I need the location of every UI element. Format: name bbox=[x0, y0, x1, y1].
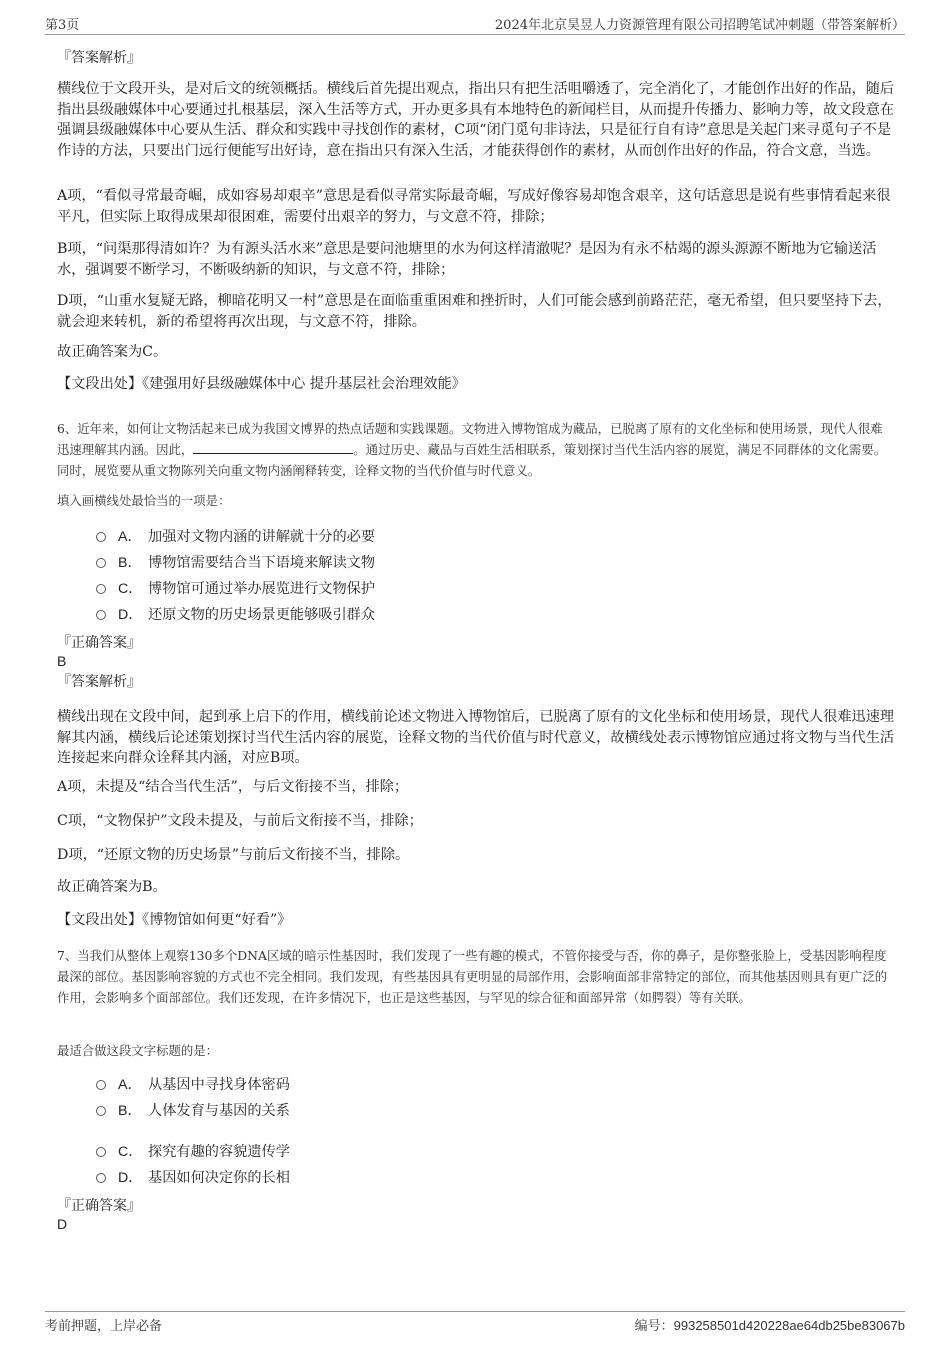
q7-option-c[interactable] bbox=[96, 1142, 290, 1162]
code-label: 编号： bbox=[634, 1319, 674, 1334]
radio-icon[interactable] bbox=[96, 1147, 106, 1157]
option-text: 加强对文物内涵的讲解就十分的必要 bbox=[148, 529, 376, 545]
q6-analysis-option-d: D项，“还原文物的历史场景”与前后文衔接不当，排除。 bbox=[57, 847, 410, 863]
radio-icon[interactable] bbox=[96, 610, 106, 620]
q6-answer-label: 『正确答案』 bbox=[57, 635, 141, 651]
q6-analysis-text: 横线出现在文段中间，起到承上启下的作用，横线前论述文物进入博物馆后，已脱离了原有的文化坐标和使用场景，现代人很难迅速理解其内涵，横线后论述策划探讨当代生活内容的展览，诠释文物的当代价值与时代意义，故横线处表示博物馆应通过将文物与当代生活连接起来向群众诠释其内涵，对应B项。 bbox=[57, 709, 895, 767]
option-key: B． bbox=[118, 1103, 142, 1119]
q7-prompt: 最适合做这段文字标题的是： bbox=[57, 1043, 219, 1058]
q5-analysis-option-d: D项，“山重水复疑无路，柳暗花明又一村”意思是在面临重重困难和挫折时，人们可能会感到前路茫茫，毫无希望，但只要坚持下去，就会迎来转机，新的希望将再次出现，与文意不符，排除。 bbox=[57, 293, 892, 330]
q7-option-d[interactable] bbox=[96, 1168, 290, 1188]
option-text: 从基因中寻找身体密码 bbox=[148, 1077, 290, 1093]
code-value: 993258501d420228ae64db25be83067b bbox=[673, 1318, 905, 1333]
q6-option-b[interactable] bbox=[96, 553, 375, 573]
q7-answer-label: 『正确答案』 bbox=[57, 1198, 141, 1214]
footer-slogan: 考前押题，上岸必备 bbox=[45, 1319, 163, 1334]
q6-option-c[interactable] bbox=[96, 579, 375, 599]
q6-stem-before: 6、近年来，如何让文物活起来已成为我国文博界的热点话题和实践课题。文物进入博物馆成为藏品，已脱离了原有的文化坐标和使用场景，现代人很难迅速理解其内涵。因此， bbox=[57, 421, 883, 457]
option-text: 还原文物的历史场景更能够吸引群众 bbox=[148, 607, 376, 623]
q6-option-d[interactable] bbox=[96, 605, 375, 625]
option-key: C． bbox=[118, 581, 143, 597]
option-text: 博物馆可通过举办展览进行文物保护 bbox=[148, 581, 376, 597]
q5-analysis-option-b: B项，“问渠那得清如许？为有源头活水来”意思是要问池塘里的水为何这样清澈呢？是因为有永不枯竭的源头源源不断地为它输送活水，强调要不断学习，不断吸纳新的知识，与文意不符，排除； bbox=[57, 241, 877, 278]
page-number: 第3页 bbox=[45, 18, 80, 33]
q6-analysis-option-a: A项，未提及“结合当代生活”，与后文衔接不当，排除； bbox=[57, 779, 409, 795]
q5-source: 【文段出处】《建强用好县级融媒体中心 提升基层社会治理效能》 bbox=[57, 376, 466, 392]
radio-icon[interactable] bbox=[96, 558, 106, 568]
radio-icon[interactable] bbox=[96, 1080, 106, 1090]
document-code bbox=[635, 1315, 905, 1334]
q7-option-a[interactable] bbox=[96, 1075, 290, 1095]
document-title: 2024年北京昊昱人力资源管理有限公司招聘笔试冲刺题（带答案解析） bbox=[494, 18, 905, 33]
option-key: B． bbox=[118, 555, 142, 571]
radio-icon[interactable] bbox=[96, 1173, 106, 1183]
q5-analysis-text: 横线位于文段开头，是对后文的统领概括。横线后首先提出观点，指出只有把生活咀嚼透了，完全消化了，才能创作出好的作品，随后指出县级融媒体中心要通过扎根基层，深入生活等方式，开办更多具有本地特色的新闻栏目，从而提升传播力、影响力等，故文段意在强调县级融媒体中心要从生活、群众和实践中寻找创作的素材，C项“闭门觅句非诗法，只是征行自有诗”意思是关起门来寻觅句子不是作诗的方法，只要出门远行便能写出好诗，意在指出只有深入生活，才能获得创作的素材，从而创作出好的作品，符合文意，当选。 bbox=[57, 81, 895, 159]
q6-stem-after: 。通过历史、藏品与百姓生活相联系，策划探讨当代生活内容的展览，满足不同群体的文化需要。同时，展览要从重文物陈列关向重文物内涵阐释转变，诠释文物的当代价值与时代意义。 bbox=[57, 441, 887, 478]
q6-prompt: 填入画横线处最恰当的一项是： bbox=[57, 493, 231, 508]
q6-stem bbox=[57, 419, 895, 481]
option-text: 人体发育与基因的关系 bbox=[148, 1103, 290, 1119]
radio-icon[interactable] bbox=[96, 532, 106, 542]
option-text: 博物馆需要结合当下语境来解读文物 bbox=[148, 555, 376, 571]
q6-blank-line bbox=[193, 441, 353, 454]
q7-stem: 7、当我们从整体上观察130多个DNA区域的暗示性基因时，我们发现了一些有趣的模式，不管你接受与否，你的鼻子，是你整张脸上，受基因影响程度最深的部位。基因影响容貌的方式也不完全相同。我们发现，有些基因具有更明显的局部作用，会影响面部非常特定的部位，而其他基因则具有更广泛的作用，会影响多个面部部位。我们还发现，在许多情况下，也正是这些基因，与罕见的综合征和面部异常（如腭裂）等有关联。 bbox=[57, 948, 888, 1005]
q6-analysis-option-c: C项，“文物保护”文段未提及，与前后文衔接不当，排除； bbox=[57, 813, 423, 829]
option-text: 基因如何决定你的长相 bbox=[148, 1170, 290, 1186]
option-key: C． bbox=[118, 1144, 143, 1160]
q6-source: 【文段出处】《博物馆如何更“好看”》 bbox=[57, 912, 292, 928]
radio-icon[interactable] bbox=[96, 584, 106, 594]
q7-option-b[interactable] bbox=[96, 1101, 290, 1121]
option-key: A． bbox=[118, 529, 142, 545]
radio-icon[interactable] bbox=[96, 1106, 106, 1116]
option-text: 探究有趣的容貌遗传学 bbox=[148, 1144, 290, 1160]
page-footer bbox=[45, 1311, 905, 1339]
page-header bbox=[45, 14, 905, 35]
option-key: A． bbox=[118, 1077, 142, 1093]
q6-analysis-label: 『答案解析』 bbox=[57, 674, 141, 690]
q5-analysis-option-a: A项，“看似寻常最奇崛，成如容易却艰辛”意思是看似寻常实际最奇崛，写成好像容易却饱含艰辛，这句话意思是说有些事情看起来很平凡，但实际上取得成果却很困难，需要付出艰辛的努力，与文意不符，排除； bbox=[57, 188, 891, 225]
q6-conclusion: 故正确答案为B。 bbox=[57, 879, 167, 895]
q5-conclusion: 故正确答案为C。 bbox=[57, 344, 168, 360]
q7-answer: D bbox=[57, 1216, 68, 1232]
q6-answer: B bbox=[57, 653, 67, 669]
q6-option-a[interactable] bbox=[96, 527, 375, 547]
q5-analysis-label: 『答案解析』 bbox=[57, 50, 141, 66]
option-key: D． bbox=[118, 1170, 143, 1186]
option-key: D． bbox=[118, 607, 143, 623]
